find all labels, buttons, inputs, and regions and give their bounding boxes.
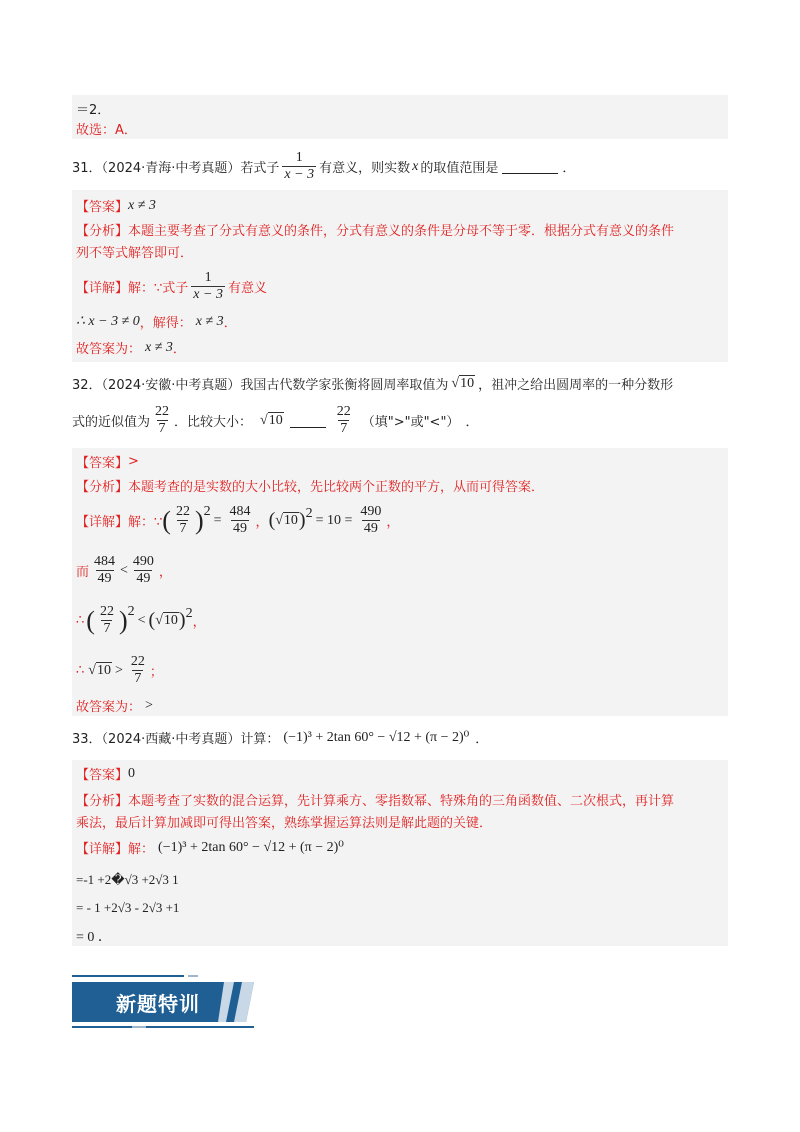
- q31-detail-label: 【详解】: [76, 281, 129, 296]
- q32-d-frac-den: 7: [179, 521, 187, 536]
- q33-stem-prefix: 33．（2024·西藏·中考真题）计算：: [72, 732, 280, 747]
- banner-title: 新题特训: [116, 992, 200, 1016]
- q31-final-end: ．: [172, 342, 186, 357]
- q32-s3-comma: ，: [192, 615, 206, 630]
- q31-detail-tail: 有意义: [227, 281, 267, 296]
- q32-s4-gt: >: [114, 662, 123, 678]
- q31-step1-math: ∴ x − 3 ≠ 0: [76, 314, 140, 329]
- q32-cmp-frac-num: 22: [336, 404, 351, 419]
- q32-cmp-sqrt-rad: 10: [268, 412, 283, 428]
- q31-final-value: x ≠ 3: [145, 339, 173, 355]
- q32-stem-line2: [72, 404, 478, 437]
- q32-cmp-frac-den: 7: [340, 421, 348, 436]
- q32-cmp-fraction: [335, 404, 353, 437]
- q32-detail-frac: [174, 504, 192, 537]
- q31-fraction: [282, 150, 316, 183]
- q32-d-comma2: ，: [386, 515, 400, 530]
- q32-detail-label: 【详解】: [76, 515, 129, 530]
- q32-s2-49b: 49: [136, 571, 151, 586]
- q33-detail-line: [76, 838, 344, 857]
- q32-s3-num: 22: [99, 604, 114, 619]
- q32-step2-prefix: 而: [76, 565, 90, 580]
- q32-analysis-line: [76, 476, 544, 495]
- q32-answer-value: >: [128, 454, 139, 469]
- eq-line: [76, 99, 110, 118]
- q32-cmp-sqrt: √10: [260, 412, 283, 428]
- q32-stem-l2-prefix: 式的近似值为: [72, 415, 151, 430]
- q31-analysis-line2: [76, 242, 193, 261]
- q32-d-comma1: ，: [255, 515, 269, 530]
- q32-analysis-label: 【分析】: [76, 480, 129, 495]
- q33-analysis-text2: 乘法，最后计算加减即可得出答案，熟练掌握运算法则是解此题的关键．: [76, 816, 493, 831]
- q32-stem-l1-suffix: ，祖冲之给出圆周率的一种分数形: [478, 378, 674, 393]
- q32-step4: ∴ √10 > $\frac{22}{7}$ ；: [76, 654, 163, 686]
- q32-d-sqrt-rad: 10: [283, 512, 298, 528]
- q32-stem-l1-prefix: 32．（2024·安徽·中考真题）我国古代数学家张衡将圆周率取值为: [72, 378, 449, 393]
- q32-analysis-text: 本题考查的是实数的大小比较，先比较两个正数的平方，从而可得答案．: [128, 480, 545, 495]
- q32-d-frac490: [358, 504, 383, 537]
- q33-solution-box: [72, 760, 728, 946]
- q33-answer-label: 【答案】: [76, 768, 129, 783]
- q33-step2: [76, 900, 179, 916]
- q32-final-label: 故答案为：: [76, 700, 142, 715]
- q31-detail-text: 解：∵式子: [128, 281, 189, 296]
- q32-stem-line1: [72, 374, 673, 393]
- q33-expr: (−1)³ + 2tan 60° − √12 + (π − 2)⁰: [283, 730, 470, 745]
- q32-s2-484: 484: [94, 554, 116, 569]
- q32-detail-text: 解：∵: [128, 515, 163, 530]
- q32-d-exp2: 2: [305, 505, 313, 521]
- q31-answer-label: 【答案】: [76, 200, 129, 215]
- q32-s2-frac490: [131, 554, 156, 587]
- q32-s4-therefore: ∴: [76, 663, 85, 678]
- q32-s3-exp1: 2: [127, 603, 135, 619]
- q33-analysis-text1: 本题考查了实数的混合运算，先计算乘方、零指数幂、特殊角的三角函数值、二次根式，再计算: [128, 794, 675, 809]
- q31-answer-line: [76, 196, 156, 215]
- q32-final: [76, 696, 153, 715]
- q32-frac-num: 22: [155, 404, 170, 419]
- q31-analysis-line1: [76, 220, 674, 239]
- q32-detail-line: 【详解】 解：∵ ( $\frac{22}{7}$ ) 2 = $\frac{484}{49}$ ， ( √10 ) 2 = 10 = $\frac{490}{49}$ ，: [76, 503, 400, 536]
- q32-s4-rad: 10: [96, 662, 111, 678]
- q32-s3-den: 7: [103, 621, 111, 636]
- prev-solution-box: [72, 95, 728, 139]
- q32-answer-label: 【答案】: [76, 456, 129, 471]
- q32-step2: [76, 554, 172, 587]
- q31-stem-end: ．: [562, 161, 576, 176]
- q32-s3-rad: 10: [163, 612, 178, 628]
- q31-step1-res: x ≠ 3: [195, 313, 224, 329]
- q31-solution-box: [72, 190, 728, 362]
- q33-stem-end: ．: [475, 732, 489, 747]
- q31-detail-frac-num: 1: [204, 270, 212, 285]
- q32-d-frac-num: 22: [175, 504, 190, 519]
- q33-answer-value: 0: [128, 765, 136, 781]
- q32-answer-blank[interactable]: [290, 413, 326, 428]
- q31-step1: [76, 312, 237, 331]
- q31-final-label: 故答案为：: [76, 342, 142, 357]
- q33-step3: [76, 926, 112, 946]
- q31-final: [76, 338, 186, 357]
- q32-s4-num: 22: [130, 654, 145, 669]
- q32-sqrt-rad: 10: [460, 375, 475, 391]
- q31-step1-mid: ，解得：: [139, 316, 192, 331]
- q32-s2-49a: 49: [97, 571, 112, 586]
- q32-frac-den: 7: [158, 421, 166, 436]
- eq-text: ＝2．: [76, 103, 111, 118]
- q31-frac-num: 1: [295, 150, 303, 165]
- q32-d-eq-ten: = 10 =: [315, 512, 353, 528]
- q31-step1-end: ．: [223, 316, 237, 331]
- q31-analysis-label: 【分析】: [76, 224, 129, 239]
- q31-stem: [72, 150, 575, 183]
- q32-lparen: (: [162, 505, 171, 535]
- q32-s3-frac: [98, 604, 116, 637]
- q32-d-490: 490: [360, 504, 382, 519]
- q32-d-49b: 49: [363, 521, 378, 536]
- choice-text: 故选：A．: [76, 123, 137, 138]
- q33-answer-line: [76, 764, 135, 783]
- q33-analysis-line1: [76, 790, 674, 809]
- q31-answer-value: x ≠ 3: [128, 197, 156, 213]
- q33-stem: [72, 728, 488, 747]
- q32-stem-hint: （填">"或"<"）: [361, 415, 460, 430]
- q32-s4-den: 7: [134, 671, 142, 686]
- q33-step1-text: =-1 +2�√3 +2√3 1: [76, 872, 179, 887]
- q32-stem-l2-end: ．: [465, 415, 479, 430]
- q33-step1: [76, 872, 179, 888]
- q31-detail-fraction: [191, 270, 225, 303]
- q31-detail-line: [76, 270, 267, 303]
- q32-s3-therefore: ∴: [76, 613, 85, 628]
- q32-stem-l2-mid: ．比较大小：: [174, 415, 253, 430]
- q31-analysis-text2: 列不等式解答即可．: [76, 246, 194, 261]
- q32-final-value: >: [145, 697, 153, 713]
- q32-step3: ∴ ( $\frac{22}{7}$ ) 2 < ( √10 ) 2 ，: [76, 603, 206, 636]
- q31-stem-mid: 有意义，则实数: [319, 161, 411, 176]
- q32-s2-lt: <: [120, 562, 128, 578]
- q32-s2-frac484: [92, 554, 117, 587]
- q31-analysis-text1: 本题主要考查了分式有意义的条件，分式有意义的条件是分母不等于零．根据分式有意义的条件: [128, 224, 675, 239]
- q33-step2-text: = - 1 +2√3 - 2√3 +1: [76, 900, 180, 915]
- q32-d-49a: 49: [233, 521, 248, 536]
- choice-line: [76, 119, 137, 138]
- q32-d-frac484: [228, 504, 253, 537]
- q32-s2-490: 490: [132, 554, 154, 569]
- q32-rparen: ): [194, 505, 204, 535]
- q31-stem-suffix: 的取值范围是: [420, 161, 499, 176]
- q32-sqrt: √10: [451, 375, 475, 391]
- section-banner: [72, 975, 254, 1029]
- q32-s3-exp2: 2: [185, 605, 193, 621]
- q32-answer-line: [76, 452, 139, 471]
- q31-answer-blank[interactable]: [502, 159, 558, 174]
- q32-d-exp1: 2: [203, 503, 211, 519]
- q32-s4-frac: [129, 654, 147, 687]
- q31-frac-den: x − 3: [284, 167, 315, 182]
- q33-step3-text: = 0 ．: [76, 930, 112, 945]
- q33-detail-text: 解：: [128, 842, 155, 857]
- q33-analysis-line2: [76, 812, 492, 831]
- q31-detail-frac-den: x − 3: [193, 287, 223, 302]
- q33-analysis-label: 【分析】: [76, 794, 129, 809]
- q32-s3-lt: <: [137, 612, 146, 628]
- q33-detail-label: 【详解】: [76, 842, 129, 857]
- q32-s4-semi: ；: [149, 665, 163, 680]
- q32-fraction: [153, 404, 171, 437]
- q32-solution-box: [72, 448, 728, 716]
- q32-s2-comma: ，: [158, 565, 172, 580]
- q32-d-484: 484: [229, 504, 251, 519]
- q33-detail-expr: (−1)³ + 2tan 60° − √12 + (π − 2)⁰: [158, 840, 344, 855]
- q31-var: x: [412, 158, 419, 174]
- q31-stem-prefix: 31．（2024·青海·中考真题）若式子: [72, 161, 280, 176]
